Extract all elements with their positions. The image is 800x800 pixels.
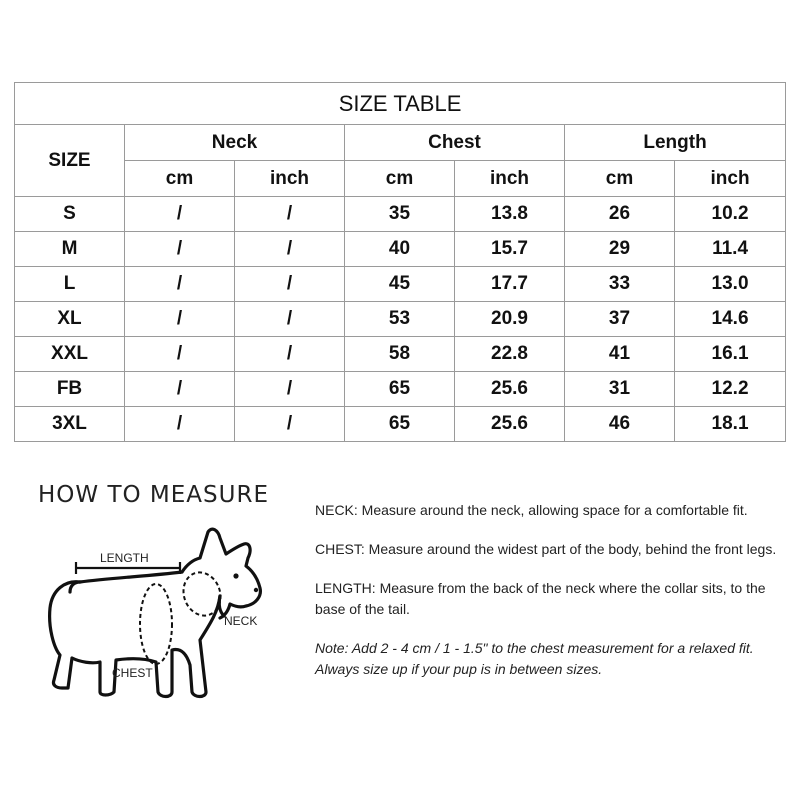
measurement-cell: /	[235, 197, 345, 232]
note-line-2: Always size up if your pup is in between sizes.	[315, 661, 603, 677]
measurement-cell: /	[235, 337, 345, 372]
measurement-cell: 18.1	[675, 407, 786, 442]
size-cell: M	[15, 232, 125, 267]
table-row	[15, 302, 786, 337]
french-bulldog-outline-icon	[40, 520, 280, 720]
note-line-1: Note: Add 2 - 4 cm / 1 - 1.5" to the chest measurement for a relaxed fit.	[315, 640, 754, 656]
measure-instructions	[315, 500, 790, 698]
measurement-cell: 13.0	[675, 267, 786, 302]
measurement-cell: /	[125, 372, 235, 407]
measurement-cell: 15.7	[455, 232, 565, 267]
neck-instruction: NECK: Measure around the neck, allowing space for a comfortable fit.	[315, 502, 748, 518]
group-header-neck: Neck	[125, 125, 345, 161]
size-cell: L	[15, 267, 125, 302]
measurement-cell: 17.7	[455, 267, 565, 302]
fit-note	[315, 638, 790, 680]
measurement-cell: 29	[565, 232, 675, 267]
measurement-cell: /	[125, 337, 235, 372]
measurement-cell: /	[125, 302, 235, 337]
measurement-cell: 26	[565, 197, 675, 232]
how-to-measure-title: HOW TO MEASURE	[38, 482, 269, 508]
unit-header: inch	[235, 161, 345, 197]
measurement-cell: 20.9	[455, 302, 565, 337]
measurement-cell: /	[125, 407, 235, 442]
measurement-cell: 14.6	[675, 302, 786, 337]
measurement-cell: 33	[565, 267, 675, 302]
table-row	[15, 372, 786, 407]
measurement-cell: 35	[345, 197, 455, 232]
measurement-cell: 65	[345, 407, 455, 442]
table-row	[15, 407, 786, 442]
unit-header: cm	[125, 161, 235, 197]
table-body	[15, 197, 786, 442]
length-label: LENGTH	[100, 551, 149, 565]
unit-header: cm	[565, 161, 675, 197]
measurement-cell: 10.2	[675, 197, 786, 232]
size-cell: XL	[15, 302, 125, 337]
measurement-cell: 31	[565, 372, 675, 407]
neck-label: NECK	[224, 614, 258, 628]
length-instruction: LENGTH: Measure from the back of the neck where the collar sits, to the base of the tail.	[315, 580, 766, 617]
measurement-cell: 22.8	[455, 337, 565, 372]
measurement-cell: 40	[345, 232, 455, 267]
measurement-cell: 12.2	[675, 372, 786, 407]
measurement-cell: 16.1	[675, 337, 786, 372]
measurement-cell: 53	[345, 302, 455, 337]
group-header-length: Length	[565, 125, 786, 161]
measurement-cell: /	[235, 232, 345, 267]
measurement-cell: /	[235, 407, 345, 442]
measurement-cell: /	[125, 197, 235, 232]
size-header: SIZE	[15, 125, 125, 197]
measurement-cell: 45	[345, 267, 455, 302]
group-header-chest: Chest	[345, 125, 565, 161]
measurement-cell: 41	[565, 337, 675, 372]
measurement-cell: /	[235, 372, 345, 407]
chest-label: CHEST	[112, 666, 153, 680]
unit-header: cm	[345, 161, 455, 197]
measurement-cell: 58	[345, 337, 455, 372]
table-row	[15, 337, 786, 372]
measurement-cell: 65	[345, 372, 455, 407]
measurement-cell: /	[235, 302, 345, 337]
measurement-cell: /	[125, 232, 235, 267]
measurement-cell: /	[125, 267, 235, 302]
size-cell: XXL	[15, 337, 125, 372]
unit-header: inch	[455, 161, 565, 197]
table-title: SIZE TABLE	[15, 83, 786, 125]
size-cell: FB	[15, 372, 125, 407]
measurement-cell: 37	[565, 302, 675, 337]
table-row	[15, 267, 786, 302]
size-cell: S	[15, 197, 125, 232]
chest-instruction: CHEST: Measure around the widest part of the body, behind the front legs.	[315, 541, 777, 557]
measurement-cell: /	[235, 267, 345, 302]
measurement-cell: 25.6	[455, 372, 565, 407]
measurement-cell: 11.4	[675, 232, 786, 267]
table-row	[15, 197, 786, 232]
measurement-cell: 13.8	[455, 197, 565, 232]
measurement-cell: 25.6	[455, 407, 565, 442]
table-row	[15, 232, 786, 267]
measurement-cell: 46	[565, 407, 675, 442]
size-table	[14, 82, 786, 442]
size-cell: 3XL	[15, 407, 125, 442]
unit-header: inch	[675, 161, 786, 197]
